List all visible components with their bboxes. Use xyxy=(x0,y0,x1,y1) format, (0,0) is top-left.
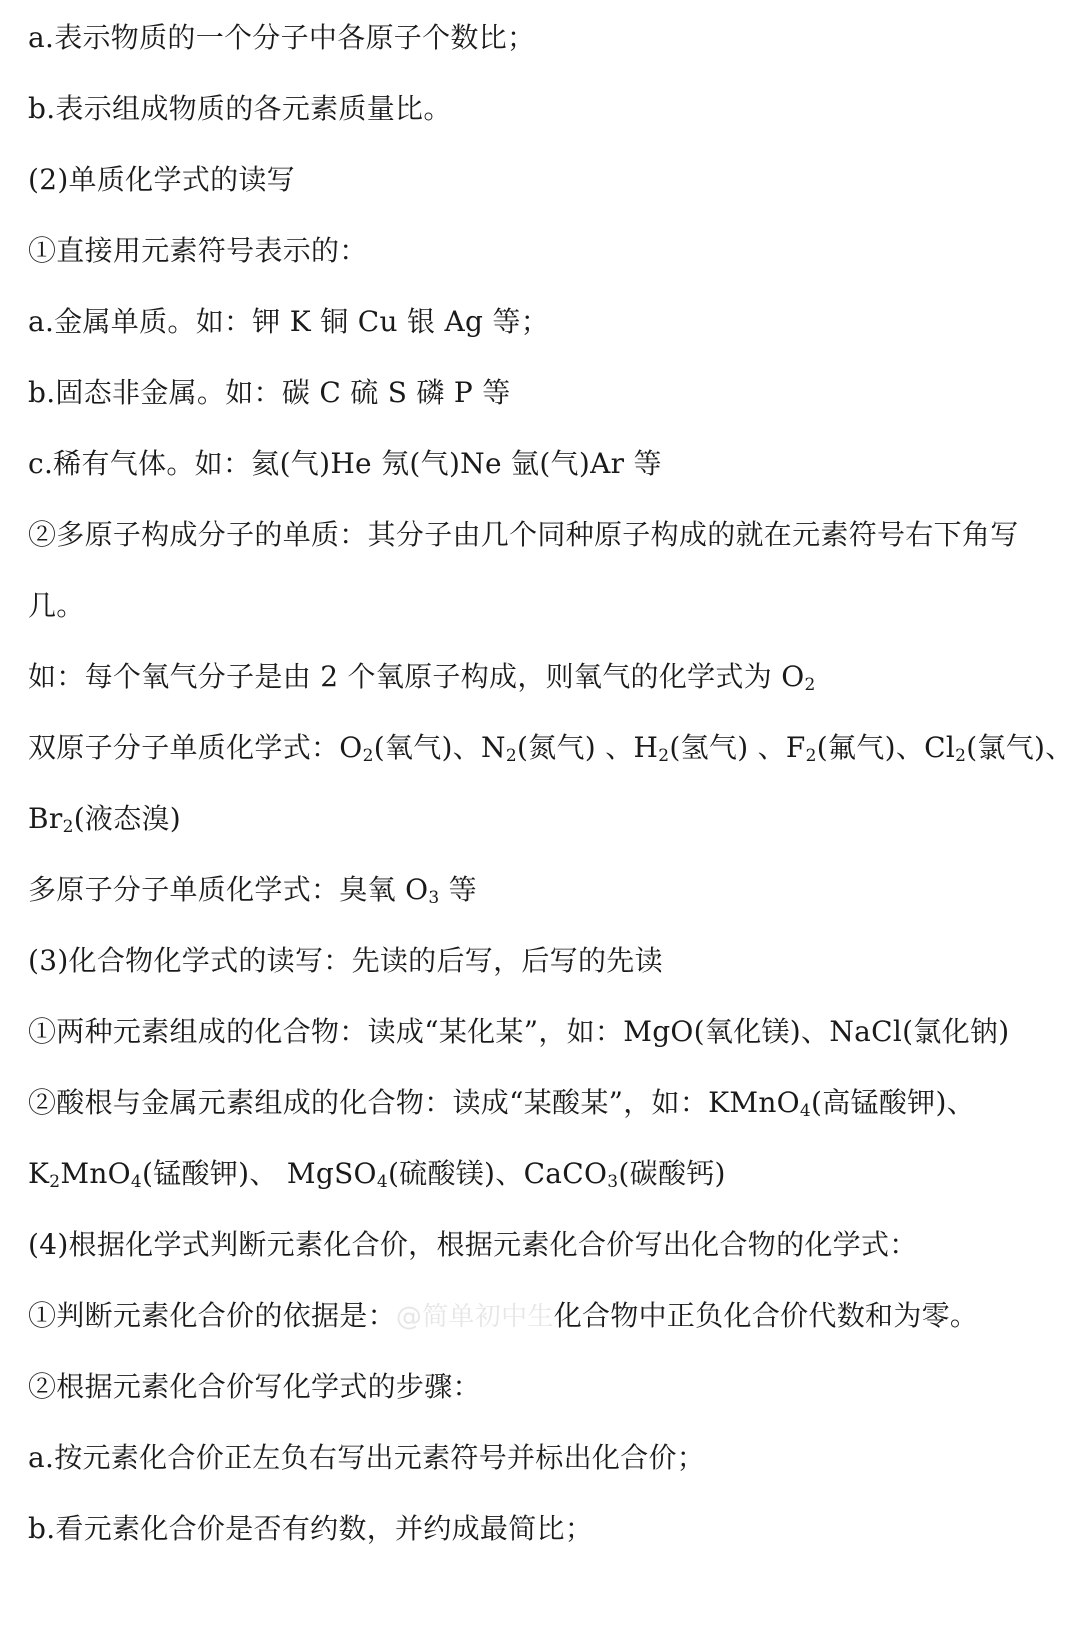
subscript: 3 xyxy=(428,888,440,908)
text-line-16 xyxy=(28,1083,1062,1123)
text-line-21: a.按元素化合价正左负右写出元素符号并标出化合价； xyxy=(28,1441,706,1474)
formula-text: (硫酸镁)、CaCO xyxy=(387,1157,608,1190)
text-line-22: b.看元素化合价是否有约数，并约成最简比； xyxy=(28,1512,594,1545)
text-line-15: ①两种元素组成的化合物：读成“某化某”，如：MgO(氧化镁)、NaCl(氯化钠) xyxy=(28,1015,1010,1048)
formula-text: (锰酸钾)、 MgSO xyxy=(142,1157,377,1190)
formula-text: ①判断元素化合价的依据是： xyxy=(28,1299,396,1332)
section-heading-3: (3)化合物化学式的读写：先读的后写，后写的先读 xyxy=(28,944,663,977)
text-line-9: 几。 xyxy=(28,589,85,622)
formula-text: MnO xyxy=(60,1157,131,1190)
subscript: 2 xyxy=(955,746,967,766)
text-line-13 xyxy=(28,870,1062,910)
subscript: 2 xyxy=(49,1172,61,1192)
formula-text: ②酸根与金属元素组成的化合物：读成“某酸某”，如：KMnO xyxy=(28,1086,800,1119)
text-line-19 xyxy=(28,1296,1062,1337)
formula-text: (氯气)、 xyxy=(966,731,1074,764)
text-line-7: c.稀有气体。如：氦(气)He 氖(气)Ne 氩(气)Ar 等 xyxy=(28,447,662,480)
formula-text: (氮气) 、H xyxy=(516,731,659,764)
formula-text: 双原子分子单质化学式：O xyxy=(28,731,363,764)
subscript: 2 xyxy=(362,746,374,766)
formula-text: Br xyxy=(28,802,63,835)
subscript: 4 xyxy=(799,1101,812,1121)
formula-text: 化合物中正负化合价代数和为零。 xyxy=(553,1299,979,1332)
text-line-1: a.表示物质的一个分子中各原子个数比； xyxy=(28,21,536,54)
formula-text: K xyxy=(28,1157,50,1190)
text-line-10 xyxy=(28,657,1062,697)
subscript: 2 xyxy=(804,675,816,695)
formula-text: (高锰酸钾)、 xyxy=(811,1086,975,1119)
watermark-text: @简单初中生 xyxy=(395,1302,554,1332)
subscript: 2 xyxy=(62,817,74,837)
formula-text: (氟气)、Cl xyxy=(816,731,956,764)
text-line-20: ②根据元素化合价写化学式的步骤： xyxy=(28,1370,481,1403)
subscript: 2 xyxy=(658,746,670,766)
text-line-5: a.金属单质。如：钾 K 铜 Cu 银 Ag 等； xyxy=(28,305,550,338)
text-line-12 xyxy=(28,799,1062,839)
subscript: 3 xyxy=(607,1172,619,1192)
formula-text: 等 xyxy=(439,873,477,906)
formula-text: (氧气)、N xyxy=(373,731,506,764)
formula-text: (液态溴) xyxy=(73,802,182,835)
formula-text: 多原子分子单质化学式：臭氧 O xyxy=(28,873,429,906)
text-line-17 xyxy=(28,1154,1062,1194)
subscript: 4 xyxy=(130,1172,143,1192)
formula-text: 如：每个氧气分子是由 2 个氧原子构成，则氧气的化学式为 O xyxy=(28,660,805,693)
section-heading-4: (4)根据化学式判断元素化合价，根据元素化合价写出化合物的化学式： xyxy=(28,1228,918,1261)
text-line-4: ①直接用元素符号表示的： xyxy=(28,234,368,267)
section-heading-2: (2)单质化学式的读写 xyxy=(28,163,295,196)
text-line-11 xyxy=(28,728,1074,768)
subscript: 4 xyxy=(376,1172,388,1192)
formula-text: (碳酸钙) xyxy=(618,1157,726,1190)
text-line-8: ②多原子构成分子的单质：其分子由几个同种原子构成的就在元素符号右下角写 xyxy=(28,518,1019,551)
subscript: 2 xyxy=(505,746,517,766)
formula-text: (氢气) 、F xyxy=(669,731,806,764)
text-line-6: b.固态非金属。如：碳 C 硫 S 磷 P 等 xyxy=(28,376,511,409)
subscript: 2 xyxy=(805,746,817,766)
text-line-2: b.表示组成物质的各元素质量比。 xyxy=(28,92,452,125)
